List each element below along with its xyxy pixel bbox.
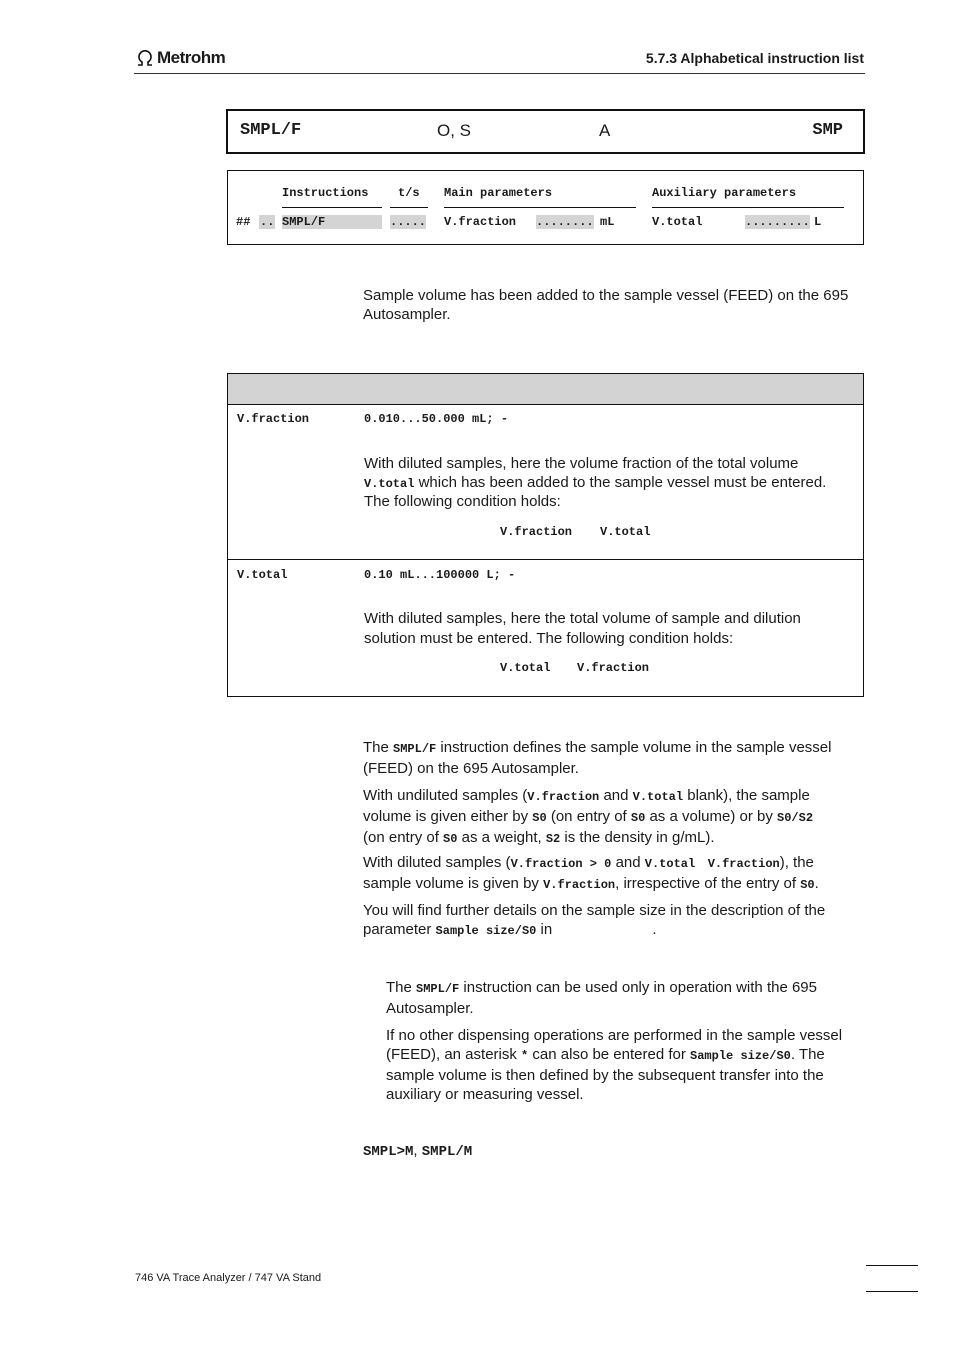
text: .: [814, 875, 819, 892]
text: in: [540, 921, 553, 938]
text: as a weight,: [461, 829, 542, 846]
footer-rule-bottom: [866, 1291, 918, 1292]
inline-code: V.total: [364, 477, 415, 491]
text: .: [652, 921, 657, 938]
condition-right: V.fraction: [577, 661, 650, 675]
text: sample volume is then defined by the subsequent transfer into the: [386, 1067, 824, 1084]
text: instruction defines the sample volume in the sample vessel: [440, 739, 832, 756]
param-range-vtotal: 0.10 mL...100000 L; -: [364, 568, 516, 582]
text: blank), the sample: [687, 787, 810, 804]
inline-code: S0: [630, 811, 646, 825]
see-also-link-smpl-slash-m: SMPL/M: [421, 1144, 473, 1160]
param-text: With diluted samples, here the total volume of sample and dilution: [364, 610, 801, 627]
condition-right: V.total: [600, 525, 651, 539]
row-instruction: SMPL/F: [282, 215, 382, 229]
inline-code: V.total: [644, 857, 696, 871]
text: (FEED), an asterisk: [386, 1046, 517, 1063]
underline: [652, 207, 844, 208]
text: and: [615, 854, 641, 871]
see-also: [363, 1142, 472, 1160]
inline-code: V.fraction: [543, 878, 616, 892]
text: parameter: [363, 921, 432, 938]
param-text: With diluted samples, here the volume fraction of the total volume: [364, 455, 799, 472]
inline-code: SMPL/F: [393, 742, 437, 756]
logo-text: Metrohm: [157, 48, 226, 67]
note-1: [386, 978, 817, 1018]
text: volume is given either by: [363, 808, 529, 825]
inline-code: *: [521, 1049, 529, 1063]
row-ts: .....: [390, 215, 427, 229]
instruction-category: A: [599, 121, 611, 140]
col-main-parameters: Main parameters: [444, 186, 553, 200]
text: (on entry of: [363, 829, 439, 846]
footer-product-name: 746 VA Trace Analyzer / 747 VA Stand: [135, 1272, 322, 1284]
underline: [282, 207, 382, 208]
inline-code: V.fraction: [527, 790, 600, 804]
instruction-title-box: [226, 109, 865, 154]
param-name-vtotal: V.total: [237, 568, 288, 582]
inline-code: V.total: [632, 790, 684, 804]
instruction-description: Sample volume has been added to the sample vessel (FEED) on the 695 Autosampler.: [363, 287, 849, 323]
instruction-name: SMPL/F: [240, 121, 302, 140]
condition-left: V.total: [500, 661, 551, 675]
instruction-abbrev: SMP: [812, 121, 843, 140]
text: can also be entered for: [532, 1046, 686, 1063]
param-text: The following condition holds:: [364, 493, 561, 510]
row-dots: ..: [260, 215, 275, 229]
text: instruction can be used only in operation with the 695: [463, 979, 817, 996]
col-auxiliary-parameters: Auxiliary parameters: [652, 186, 797, 200]
text: . The: [790, 1046, 825, 1063]
row-aux-value: .........: [745, 215, 810, 229]
inline-code: S0: [532, 811, 547, 825]
condition-left: V.fraction: [500, 525, 573, 539]
parameter-separator: [228, 559, 863, 560]
underline: [444, 207, 636, 208]
text: The: [386, 979, 412, 996]
text: , irrespective of the entry of: [615, 875, 797, 892]
text: auxiliary or measuring vessel.: [386, 1086, 584, 1103]
inline-text: which has been added to the sample vessel must be entered.: [418, 474, 827, 491]
row-main-label: V.fraction: [444, 215, 517, 229]
text: The: [363, 739, 389, 756]
param-text: solution must be entered. The following condition holds:: [364, 630, 734, 647]
text: (FEED) on the 695 Autosampler.: [363, 760, 579, 777]
metrohm-logo: [135, 48, 225, 68]
text: Autosampler.: [386, 1000, 474, 1017]
text: and: [603, 787, 629, 804]
inline-code: S2: [545, 832, 561, 846]
row-aux-label: V.total: [652, 215, 703, 229]
inline-code: SMPL/F: [416, 982, 460, 996]
inline-code: V.fraction: [707, 857, 780, 871]
header-divider: [134, 73, 865, 74]
param-text: [364, 473, 826, 494]
text: If no other dispensing operations are performed in the sample vessel: [386, 1027, 843, 1044]
text: ,: [413, 1142, 418, 1159]
text: is the density in g/mL).: [564, 829, 715, 846]
notes-paragraph-2: [363, 786, 813, 849]
col-ts: t/s: [398, 186, 420, 200]
text: With undiluted samples (: [363, 787, 528, 804]
col-instructions: Instructions: [282, 186, 369, 200]
inline-code: V.fraction > 0: [510, 857, 612, 871]
parameter-table: [227, 373, 864, 697]
text: With diluted samples (: [363, 854, 511, 871]
text: ), the: [779, 854, 814, 871]
row-main-unit: mL: [600, 215, 615, 229]
text: as a volume) or by: [649, 808, 773, 825]
metrohm-omega-icon: [135, 48, 155, 68]
see-also-link-smpl-m: SMPL>M: [363, 1144, 414, 1160]
inline-code: S0: [443, 832, 458, 846]
notes-paragraph-4: [363, 901, 825, 941]
notes-paragraph-3: [363, 853, 819, 895]
text: (on entry of: [550, 808, 627, 825]
inline-code: Sample size/S0: [435, 924, 537, 938]
instruction-format-box: [227, 170, 864, 245]
parameter-table-header: [228, 374, 863, 405]
param-name-vfraction: V.fraction: [237, 412, 310, 426]
note-2: [386, 1026, 842, 1104]
inline-code: S0/S2: [777, 811, 814, 825]
section-title: 5.7.3 Alphabetical instruction list: [645, 50, 864, 66]
underline: [390, 207, 428, 208]
inline-code: Sample size/S0: [690, 1049, 791, 1063]
notes-paragraph-1: [363, 738, 831, 778]
text: You will find further details on the sample size in the description of the: [363, 902, 826, 919]
inline-code: S0: [800, 878, 815, 892]
instruction-mode: O, S: [437, 121, 472, 140]
row-aux-unit: L: [814, 215, 822, 229]
row-main-value: ........: [536, 215, 594, 229]
row-number: ##: [236, 215, 251, 229]
param-range-vfraction: 0.010...50.000 mL; -: [364, 412, 509, 426]
footer-rule-top: [866, 1265, 918, 1266]
text: sample volume is given by: [363, 875, 539, 892]
